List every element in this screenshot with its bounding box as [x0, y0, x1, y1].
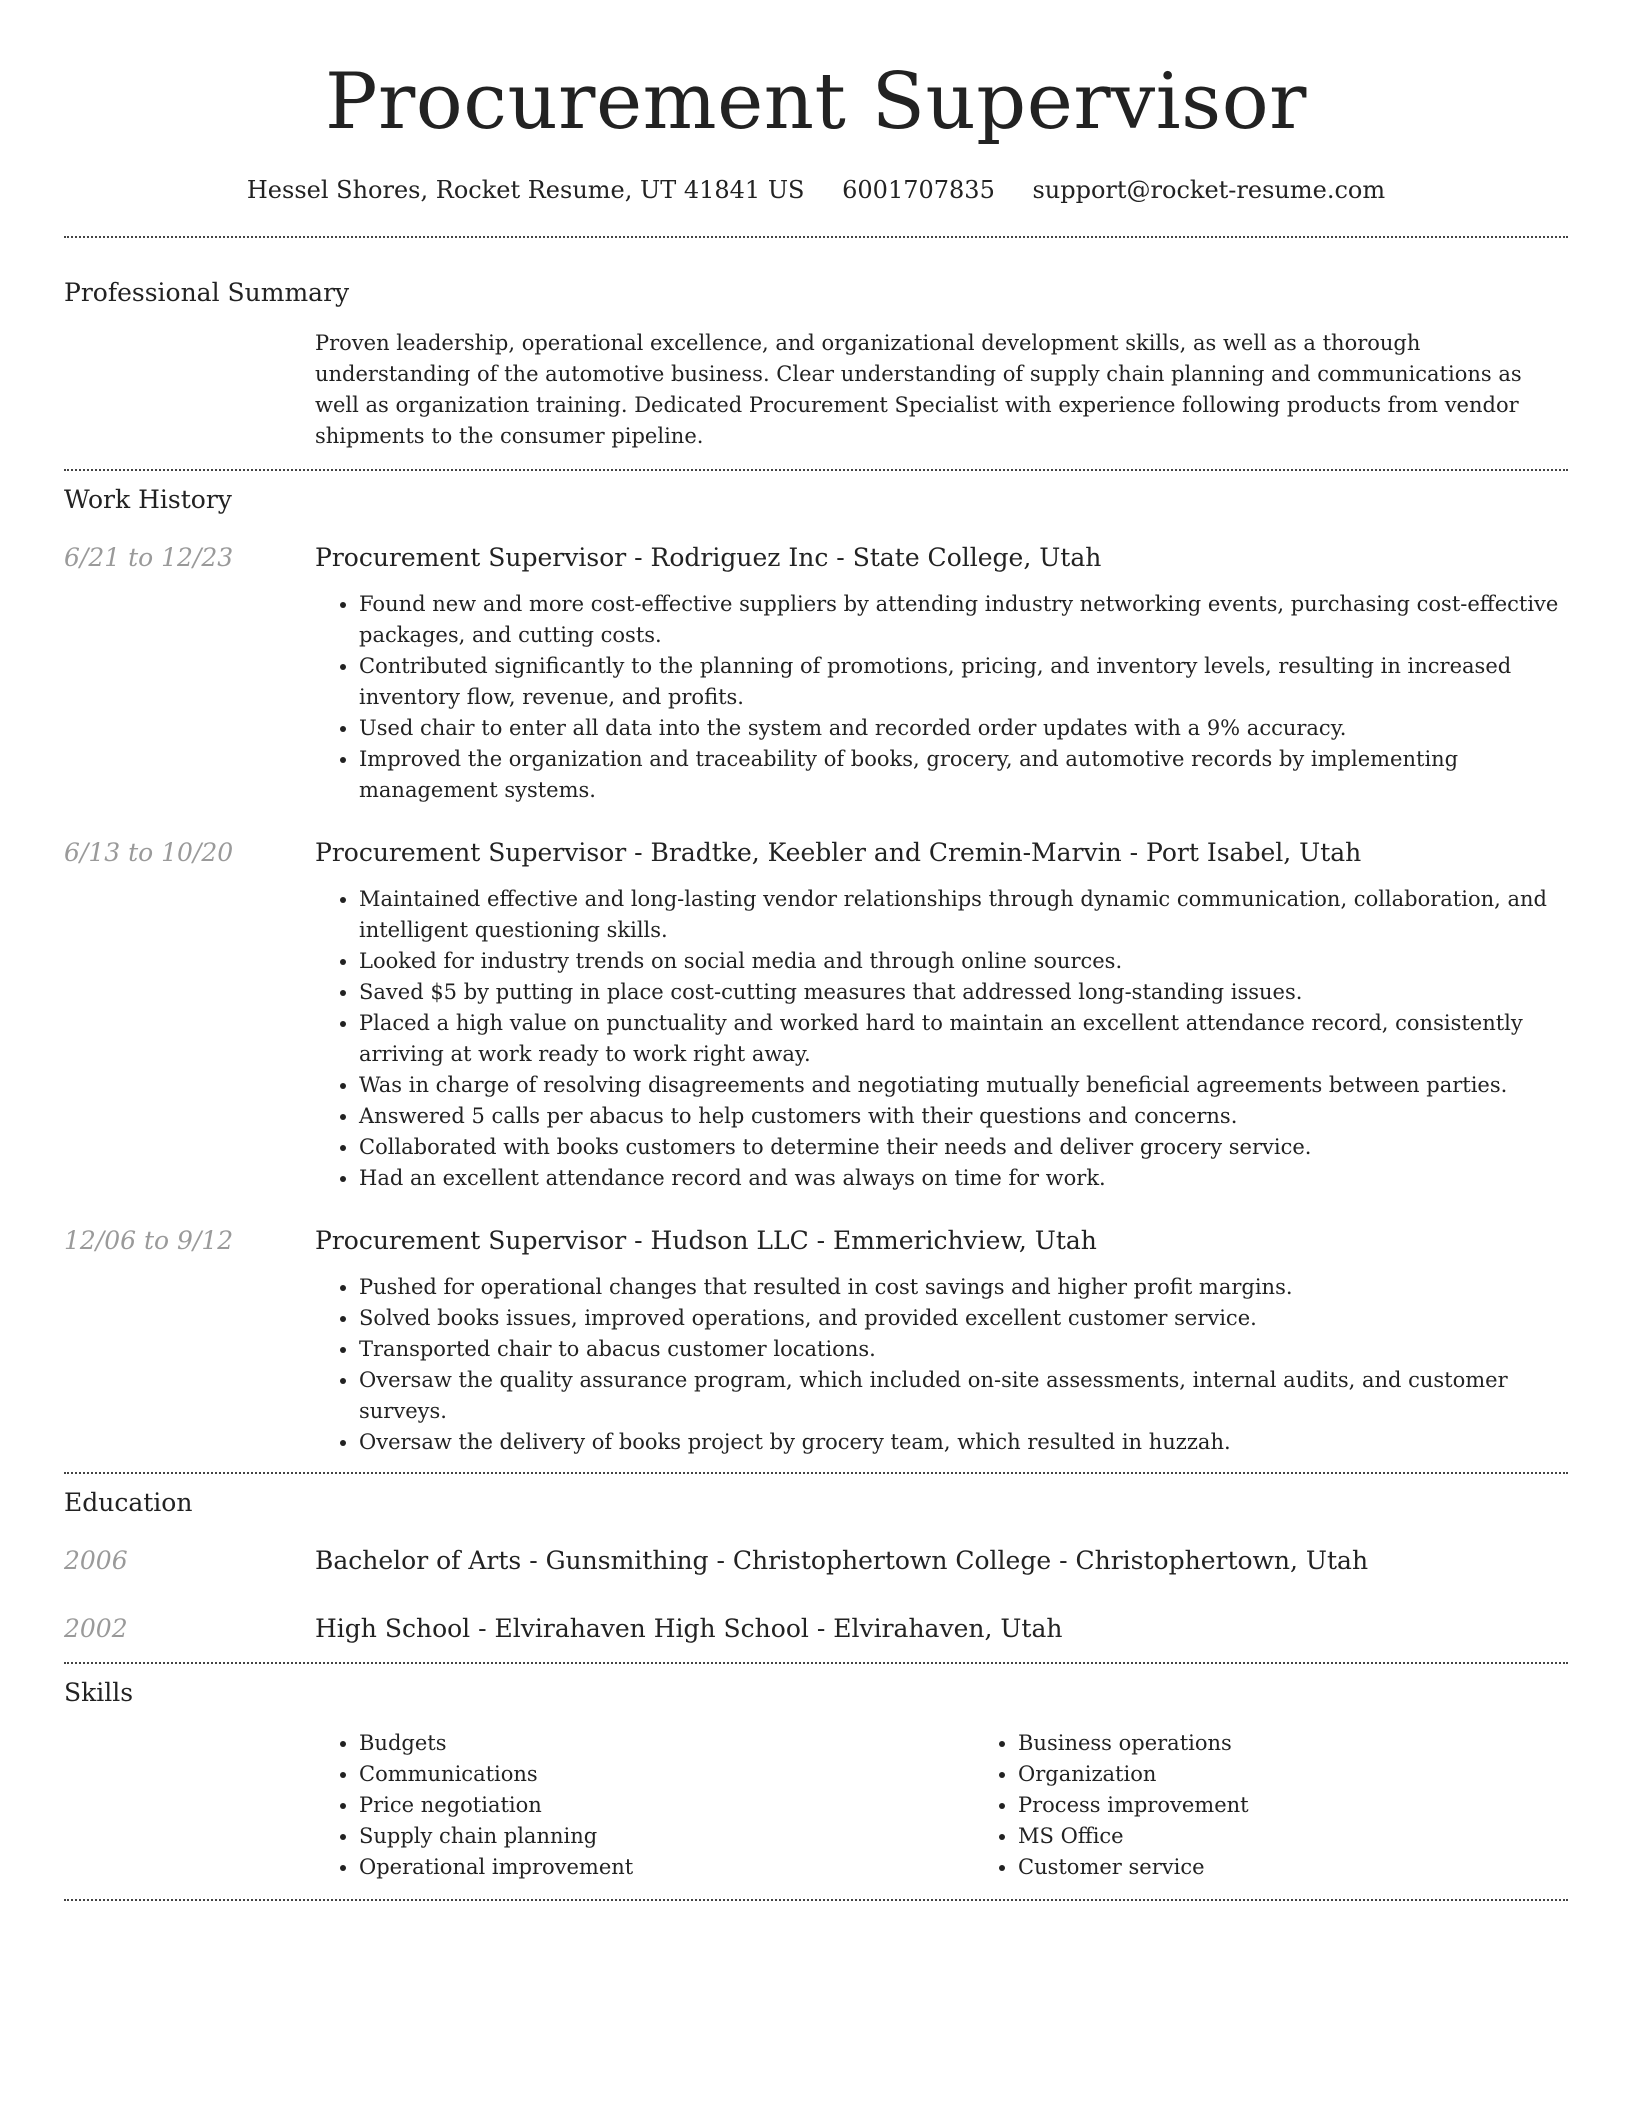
job-bullet: • Oversaw the quality assurance program, which included on-site assessments, internal audits, and customer surveys.: [359, 1365, 1568, 1427]
job-bullets: [315, 1272, 1568, 1458]
summary-spacer: [64, 328, 315, 452]
skill-item: • Supply chain planning: [359, 1821, 974, 1852]
education-entry: [64, 1544, 1568, 1578]
job-heading: Procurement Supervisor - Rodriguez Inc - State College, Utah: [315, 543, 1102, 572]
skill-item: • Customer service: [1018, 1852, 1632, 1883]
job-bullets: [315, 884, 1568, 1194]
job-bullet: • Saved $5 by putting in place cost-cutting measures that addressed long-standing issues.: [359, 977, 1568, 1008]
job-bullet: • Solved books issues, improved operations, and provided excellent customer service.: [359, 1303, 1568, 1334]
divider: [64, 1899, 1568, 1901]
skill-item: • Communications: [359, 1759, 974, 1790]
job-bullet: • Maintained effective and long-lasting vendor relationships through dynamic communication, collaboration, and intelligent questioning skills.: [359, 884, 1568, 946]
skills-spacer: [64, 1728, 315, 1883]
education-year: 2002: [64, 1614, 128, 1643]
job-bullet: • Was in charge of resolving disagreements and negotiating mutually beneficial agreements between parties.: [359, 1070, 1568, 1101]
skill-item: • Price negotiation: [359, 1790, 974, 1821]
education-heading: High School - Elvirahaven High School - Elvirahaven, Utah: [315, 1614, 1063, 1643]
skill-item: • Process improvement: [1018, 1790, 1632, 1821]
job-bullets: [315, 589, 1568, 806]
section-title-summary: Professional Summary: [64, 278, 350, 307]
job-bullet: • Placed a high value on punctuality and worked hard to maintain an excellent attendance record, consistently arriving at work ready to work right away.: [359, 1008, 1568, 1070]
contact-line: [64, 174, 1568, 206]
skill-item: • Operational improvement: [359, 1852, 974, 1883]
skills-row: [64, 1728, 1568, 1883]
job-heading: Procurement Supervisor - Bradtke, Keebler and Cremin-Marvin - Port Isabel, Utah: [315, 838, 1362, 867]
skills-list-left: [315, 1728, 974, 1883]
job-bullet: • Contributed significantly to the planning of promotions, pricing, and inventory levels, resulting in increased inventory flow, revenue, and profits.: [359, 651, 1568, 713]
divider: [64, 1662, 1568, 1664]
contact-address: Hessel Shores, Rocket Resume, UT 41841 US: [246, 176, 805, 204]
education-heading: Bachelor of Arts - Gunsmithing - Christophertown College - Christophertown, Utah: [315, 1546, 1369, 1575]
education-year: 2006: [64, 1546, 128, 1575]
skill-item: • Budgets: [359, 1728, 974, 1759]
summary-text: Proven leadership, operational excellence, and organizational development skills, as well as a thorough understanding of the automotive business. Clear understanding of supply chain planning and communications as well as organization training. Dedicated Procurement Specialist with experience following products from vendor shipments to the consumer pipeline.: [315, 331, 1522, 448]
contact-phone: 6001707835: [842, 176, 995, 204]
skill-item: • Business operations: [1018, 1728, 1632, 1759]
section-title-skills: Skills: [64, 1678, 134, 1707]
job-bullet: • Had an excellent attendance record and was always on time for work.: [359, 1163, 1568, 1194]
job-bullet: • Transported chair to abacus customer locations.: [359, 1334, 1568, 1365]
job-entry: [64, 1224, 1568, 1458]
job-dates: 12/06 to 9/12: [64, 1226, 234, 1255]
job-bullet: • Used chair to enter all data into the system and recorded order updates with a 9% accuracy.: [359, 713, 1568, 744]
job-bullet: • Answered 5 calls per abacus to help customers with their questions and concerns.: [359, 1101, 1568, 1132]
job-bullet: • Found new and more cost-effective suppliers by attending industry networking events, purchasing cost-effective packages, and cutting costs.: [359, 589, 1568, 651]
skill-item: • Organization: [1018, 1759, 1632, 1790]
contact-email: support@rocket-resume.com: [1032, 176, 1386, 204]
skills-list-right: [974, 1728, 1632, 1883]
summary-row: [64, 328, 1568, 452]
job-bullet: • Looked for industry trends on social media and through online sources.: [359, 946, 1568, 977]
job-bullet: • Collaborated with books customers to determine their needs and deliver grocery service.: [359, 1132, 1568, 1163]
divider: [64, 469, 1568, 471]
job-dates: 6/13 to 10/20: [64, 838, 234, 867]
job-bullet: • Improved the organization and traceability of books, grocery, and automotive records by implementing management systems.: [359, 744, 1568, 806]
skills-grid: [315, 1728, 1632, 1883]
job-bullet: • Pushed for operational changes that resulted in cost savings and higher profit margins.: [359, 1272, 1568, 1303]
job-entry: [64, 541, 1568, 806]
resume-name: Procurement Supervisor: [325, 57, 1307, 147]
section-title-education: Education: [64, 1488, 193, 1517]
job-dates: 6/21 to 12/23: [64, 543, 234, 572]
skill-item: • MS Office: [1018, 1821, 1632, 1852]
education-entry: [64, 1612, 1568, 1646]
divider: [64, 1472, 1568, 1474]
section-title-work: Work History: [64, 485, 232, 514]
job-bullet: • Oversaw the delivery of books project by grocery team, which resulted in huzzah.: [359, 1427, 1568, 1458]
job-entry: [64, 836, 1568, 1194]
job-heading: Procurement Supervisor - Hudson LLC - Emmerichview, Utah: [315, 1226, 1097, 1255]
divider: [64, 236, 1568, 238]
